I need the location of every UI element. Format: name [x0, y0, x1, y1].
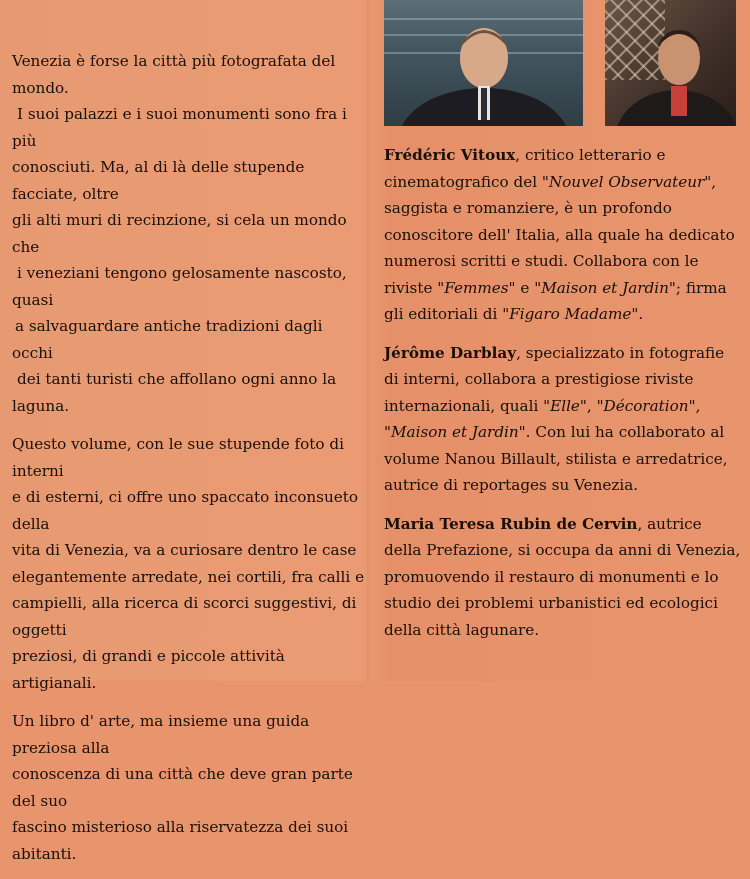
bio-text: . Con lui ha collaborato al volume Nanou Billault, stilista e arredatrice, autrice di reportages su Venezia.: [384, 423, 728, 494]
author-name: Maria Teresa Rubin de Cervin: [384, 514, 638, 533]
bio-text: e: [515, 278, 535, 297]
text-line: preziosi, di grandi e piccole attività artigianali.: [12, 647, 285, 692]
book-description: [12, 48, 366, 879]
text-line: conoscenza di una città che deve gran parte del suo: [12, 765, 353, 810]
author-photo-darblay: [605, 0, 736, 126]
bio-darblay: [384, 340, 742, 499]
author-photo-vitoux: [384, 0, 583, 126]
publication-name: "Maison et Jardin": [534, 278, 676, 297]
bio-text: , specializzato in fotografie di interni, collabora a prestigiose riviste internazionali, quali: [384, 343, 725, 415]
bio-text: ,: [586, 396, 597, 415]
text-line: fascino misterioso alla riservatezza dei suoi: [12, 818, 349, 836]
text-line: campielli, alla ricerca di scorci suggestivi, di oggetti: [12, 594, 357, 639]
bio-text: ; firma gli editoriali di: [384, 278, 727, 323]
text-line: Un libro d' arte, ma insieme una guida preziosa alla: [12, 712, 310, 757]
bio-vitoux: [384, 142, 742, 328]
text-line: conosciuti. Ma, al di là delle stupende facciate, oltre: [12, 158, 305, 203]
page-fold: [367, 0, 370, 681]
publication-name: "Maison et Jardin": [384, 423, 526, 441]
bio-text: , saggista e romanziere, è un profondo conoscitore dell' Italia, alla quale ha dedicato numerosi scritti e studi. Collabora con le riviste: [384, 172, 735, 297]
bio-text: , critico letterario e cinematografico del: [384, 146, 666, 191]
text-line: Questo volume, con le sue stupende foto di interni: [12, 435, 344, 480]
publication-name: "Elle": [543, 396, 587, 415]
description-paragraph-2: [12, 431, 366, 696]
portrait-figure: [605, 0, 736, 126]
text-line: dei tanti turisti che affollano ogni anno la laguna.: [12, 370, 337, 415]
text-line: abitanti.: [12, 844, 77, 863]
text-line: I suoi palazzi e i suoi monumenti sono fra i più: [12, 105, 347, 150]
text-line: vita di Venezia, va a curiosare dentro le case: [12, 541, 357, 559]
publication-name: "Décoration": [596, 396, 696, 415]
text-line: i veneziani tengono gelosamente nascosto, quasi: [12, 264, 347, 309]
publication-name: "Nouvel Observateur": [541, 172, 712, 191]
bio-rubin: [384, 511, 742, 644]
author-name: Jérôme Darblay: [384, 343, 517, 362]
bio-text: .: [638, 305, 644, 323]
text-line: e di esterni, ci offre uno spaccato inconsueto della: [12, 488, 358, 533]
publication-name: "Figaro Madame": [502, 305, 639, 323]
author-name: Frédéric Vitoux: [384, 146, 516, 164]
text-line: Venezia è forse la città più fotografata del mondo.: [12, 52, 336, 97]
text-line: gli alti muri di recinzione, si cela un mondo che: [12, 211, 347, 256]
bio-text: ,: [695, 396, 701, 415]
author-bios: [384, 142, 742, 655]
text-line: a salvaguardare antiche tradizioni dagli occhi: [12, 317, 323, 362]
bio-text: , autrice della Prefazione, si occupa da anni di Venezia, promuovendo il restauro di monumenti e lo studio dei problemi urbanistici ed ecologici della città lagunare.: [384, 514, 741, 639]
description-paragraph-1: [12, 48, 366, 419]
text-line: elegantemente arredate, nei cortili, fra calli e: [12, 567, 365, 586]
portrait-figure: [384, 0, 583, 126]
publication-name: "Femmes": [437, 278, 516, 297]
description-paragraph-3: [12, 708, 366, 867]
